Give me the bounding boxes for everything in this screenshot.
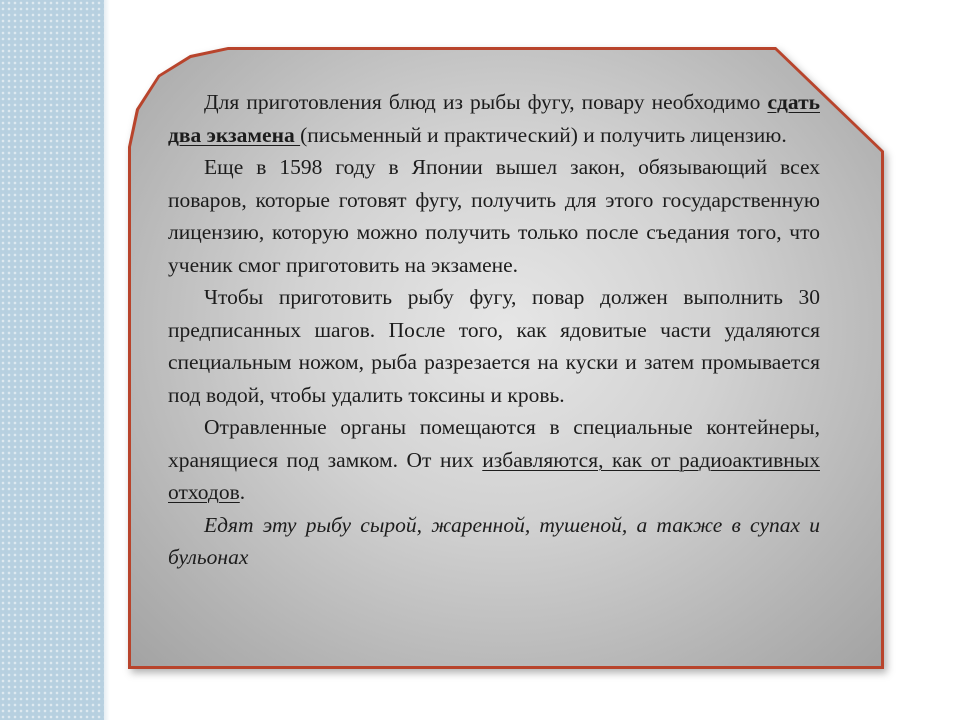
side-stripe-edge: [104, 0, 110, 720]
paragraph-license-end: (письменный и практический) и получить лицензию.: [300, 122, 787, 147]
radioactive-waste-phrase: избавляются, как от радиоактивных отходов: [168, 447, 820, 504]
paragraph-preparation-steps: Чтобы приготовить рыбу фугу, повар должен выполнить 30 предписанных шагов. После того, как ядовитые части удаляются специальным ножом, рыба разрезается на куски и затем промывается под водой, чтобы удалить токсины и кровь.: [168, 285, 820, 407]
paragraph-serving-ways: Едят эту рыбу сырой, жаренной, тушеной, а также в супах и бульонах: [168, 512, 820, 569]
paragraph-disposal-start: Отравленные органы помещаются в специальные контейнеры, хранящиеся под замком. От них: [168, 415, 820, 472]
paragraph-license: [168, 86, 820, 151]
paragraph-license-start: Для приготовления блюд из рыбы фугу, повару необходимо: [204, 90, 768, 114]
paragraph-law-1598: Еще в 1598 году в Японии вышел закон, обязывающий всех поваров, которые готовят фугу, получить для этого государственную лицензию, которую можно получить только после съедания того, что ученик смог приготовить на экзамене.: [168, 155, 820, 277]
decorative-side-stripe: [0, 0, 104, 720]
paragraph-disposal-end: .: [239, 480, 246, 504]
paragraph-poison-disposal: [168, 411, 820, 509]
text-block: [168, 86, 820, 574]
exam-highlight: сдать два экзамена: [168, 90, 820, 147]
